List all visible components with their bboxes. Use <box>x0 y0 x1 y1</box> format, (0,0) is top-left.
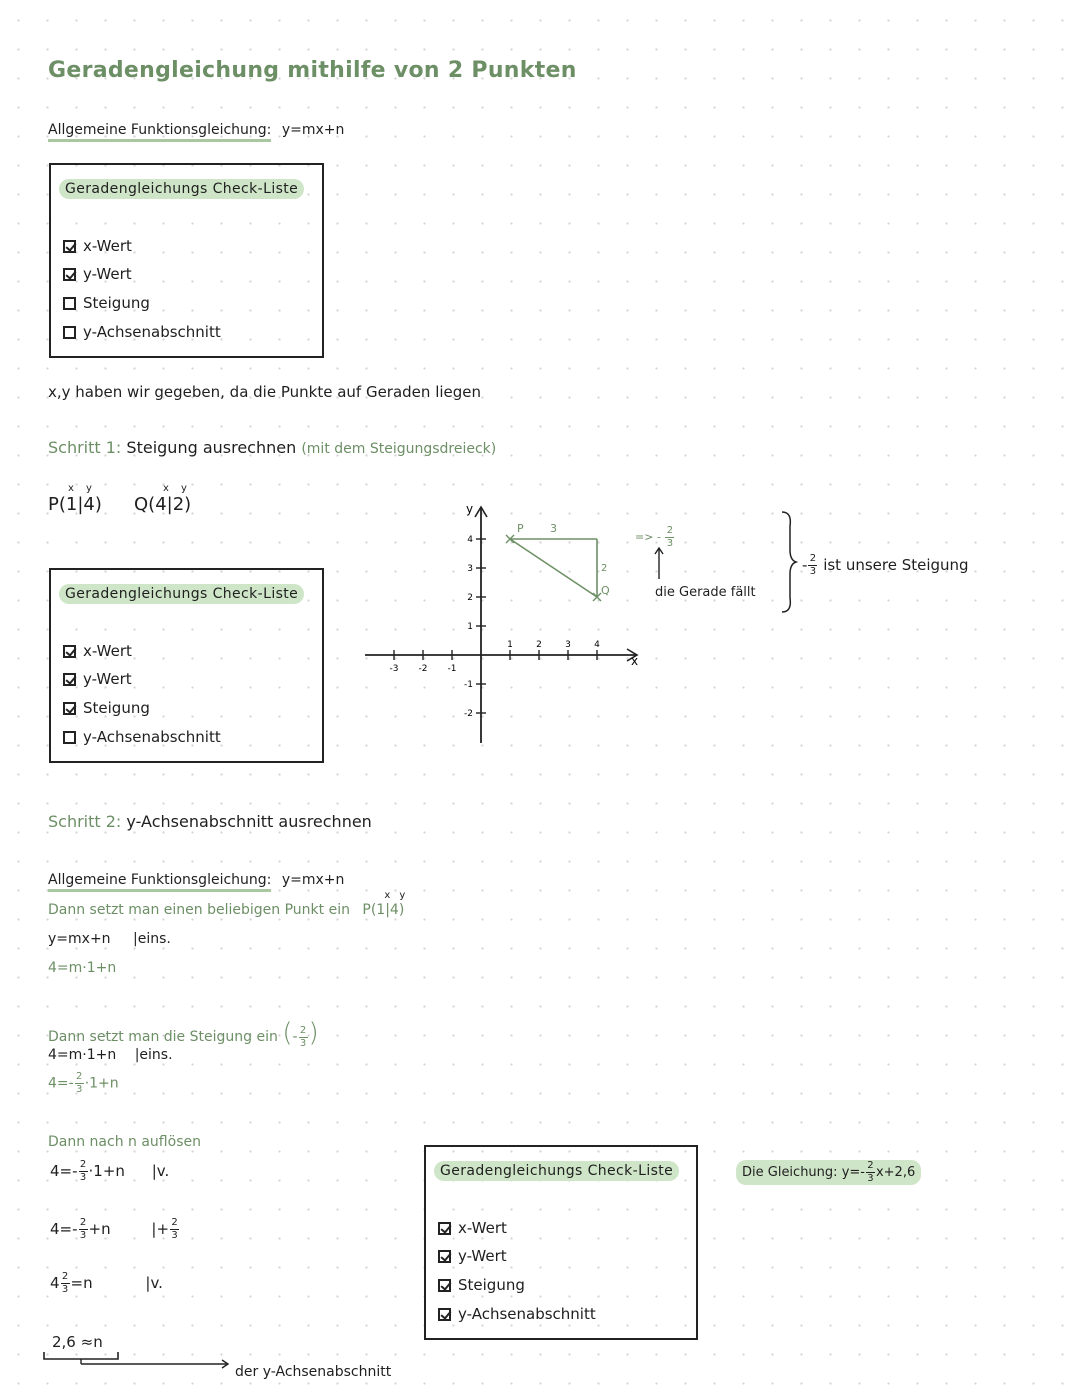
checklist-title: Geradengleichungs Check-Liste <box>434 1161 679 1181</box>
solve-step-1: 4=- $\frac{2}{3}$ ·1+n |v. <box>50 1159 170 1183</box>
final-equation: Die Gleichung: y=- $\frac{2}{3}$ x+2,6 <box>736 1160 921 1185</box>
general-function-line-2: Allgemeine Funktionsgleichung: y=mx+n <box>48 872 344 888</box>
result-n-label: der y-Achsenabschnitt <box>235 1364 392 1380</box>
note-given-values: x,y haben wir gegeben, da die Punkte auf Geraden liegen <box>48 383 482 401</box>
line-pq <box>510 539 597 597</box>
checklist-box-3 <box>424 1145 698 1340</box>
checkbox-checked-icon[interactable] <box>63 645 76 658</box>
dx-label: 3 <box>550 522 557 535</box>
general-function-formula: y=mx+n <box>281 122 345 138</box>
check-item[interactable]: y-Achsenabschnitt <box>438 1305 596 1323</box>
checkbox-checked-icon[interactable] <box>438 1250 451 1263</box>
equation-line: y=mx+n |eins. <box>48 931 171 947</box>
check-item[interactable]: x-Wert <box>438 1219 507 1237</box>
step1-heading: Schritt 1: Steigung ausrechnen (mit dem Steigungsdreieck) <box>48 438 497 457</box>
check-item[interactable]: Steigung <box>63 699 150 717</box>
curly-brace-icon <box>778 510 798 614</box>
check-item[interactable]: x-Wert <box>63 642 132 660</box>
y-tick-label: -1 <box>464 680 473 690</box>
check-item[interactable]: y-Wert <box>63 265 132 283</box>
coordinate-graph <box>355 495 655 755</box>
x-tick-label: 4 <box>594 640 600 650</box>
slope-arrow: => - $\frac{2}{3}$ <box>635 525 674 549</box>
page-title: Geradengleichung mithilfe von 2 Punkten <box>48 58 577 83</box>
checkbox-checked-icon[interactable] <box>438 1308 451 1321</box>
check-item[interactable]: x-Wert <box>63 237 132 255</box>
y-tick-label: 3 <box>467 564 473 574</box>
solve-step-2: 4=- $\frac{2}{3}$ +n |+ $\frac{2}{3}$ <box>50 1217 178 1241</box>
check-item[interactable]: y-Wert <box>438 1247 507 1265</box>
x-tick-label: 1 <box>507 640 513 650</box>
checkbox-checked-icon[interactable] <box>438 1279 451 1292</box>
checkbox-checked-icon[interactable] <box>63 240 76 253</box>
x-tick-label: -2 <box>418 664 428 674</box>
checklist-title: Geradengleichungs Check-Liste <box>59 179 304 199</box>
equation-line: 4=m·1+n <box>48 960 117 976</box>
solve-note: Dann nach n auflösen <box>48 1134 201 1150</box>
y-tick-label: 1 <box>467 622 473 632</box>
solve-step-3: 4 $\frac{2}{3}$ =n |v. <box>50 1271 163 1295</box>
checkbox-checked-icon[interactable] <box>63 673 76 686</box>
checklist-box-1 <box>49 163 324 358</box>
general-function-label: Allgemeine Funktionsgleichung: <box>48 122 271 142</box>
line-falls-note: die Gerade fällt <box>655 585 756 600</box>
check-item[interactable]: Steigung <box>438 1276 525 1294</box>
point-q-label: Q <box>601 584 610 597</box>
slope-fraction: $\frac{2}{3}$ <box>666 525 674 549</box>
check-item[interactable]: y-Achsenabschnitt <box>63 323 221 341</box>
checkbox-checked-icon[interactable] <box>63 702 76 715</box>
x-tick-label: 3 <box>565 640 571 650</box>
checkbox-checked-icon[interactable] <box>63 268 76 281</box>
x-tick-label: 2 <box>536 640 542 650</box>
general-function-line <box>48 122 344 138</box>
check-item[interactable]: y-Achsenabschnitt <box>63 728 221 746</box>
checkbox-empty-icon[interactable] <box>63 731 76 744</box>
y-axis-label: y <box>466 502 474 516</box>
y-tick-label: 4 <box>467 535 473 545</box>
checkbox-empty-icon[interactable] <box>63 326 76 339</box>
equation-line: 4=- $\frac{2}{3}$ ·1+n <box>48 1071 119 1095</box>
slope-result: - $\frac{2}{3}$ ist unsere Steigung <box>802 553 969 577</box>
check-item[interactable]: Steigung <box>63 294 150 312</box>
point-q: x y Q(4|2) <box>134 483 192 515</box>
result-bracket-arrow-icon <box>42 1350 234 1372</box>
result-n: 2,6 ≈n <box>52 1333 103 1351</box>
x-axis-label: x <box>631 654 639 668</box>
point-p-label: P <box>517 522 524 535</box>
step2-heading: Schritt 2: y-Achsenabschnitt ausrechnen <box>48 812 372 831</box>
x-tick-label: -3 <box>389 664 399 674</box>
checkbox-checked-icon[interactable] <box>438 1222 451 1235</box>
up-arrow-icon <box>652 545 666 581</box>
point-p: x y P(1|4) <box>48 483 102 515</box>
dy-label: 2 <box>601 563 608 574</box>
equation-line: 4=m·1+n |eins. <box>48 1047 173 1063</box>
insert-slope-note: Dann setzt man die Steigung ein (- $\frac{2}{3}$ ) <box>48 1018 319 1049</box>
checkbox-empty-icon[interactable] <box>63 297 76 310</box>
checklist-title: Geradengleichungs Check-Liste <box>59 584 304 604</box>
y-tick-label: 2 <box>467 593 473 603</box>
check-item[interactable]: y-Wert <box>63 670 132 688</box>
y-tick-label: -2 <box>464 709 473 719</box>
x-tick-label: -1 <box>447 664 457 674</box>
checklist-box-2 <box>49 568 324 763</box>
insert-point-note: Dann setzt man einen beliebigen Punkt ein x y P(1|4) <box>48 890 406 918</box>
